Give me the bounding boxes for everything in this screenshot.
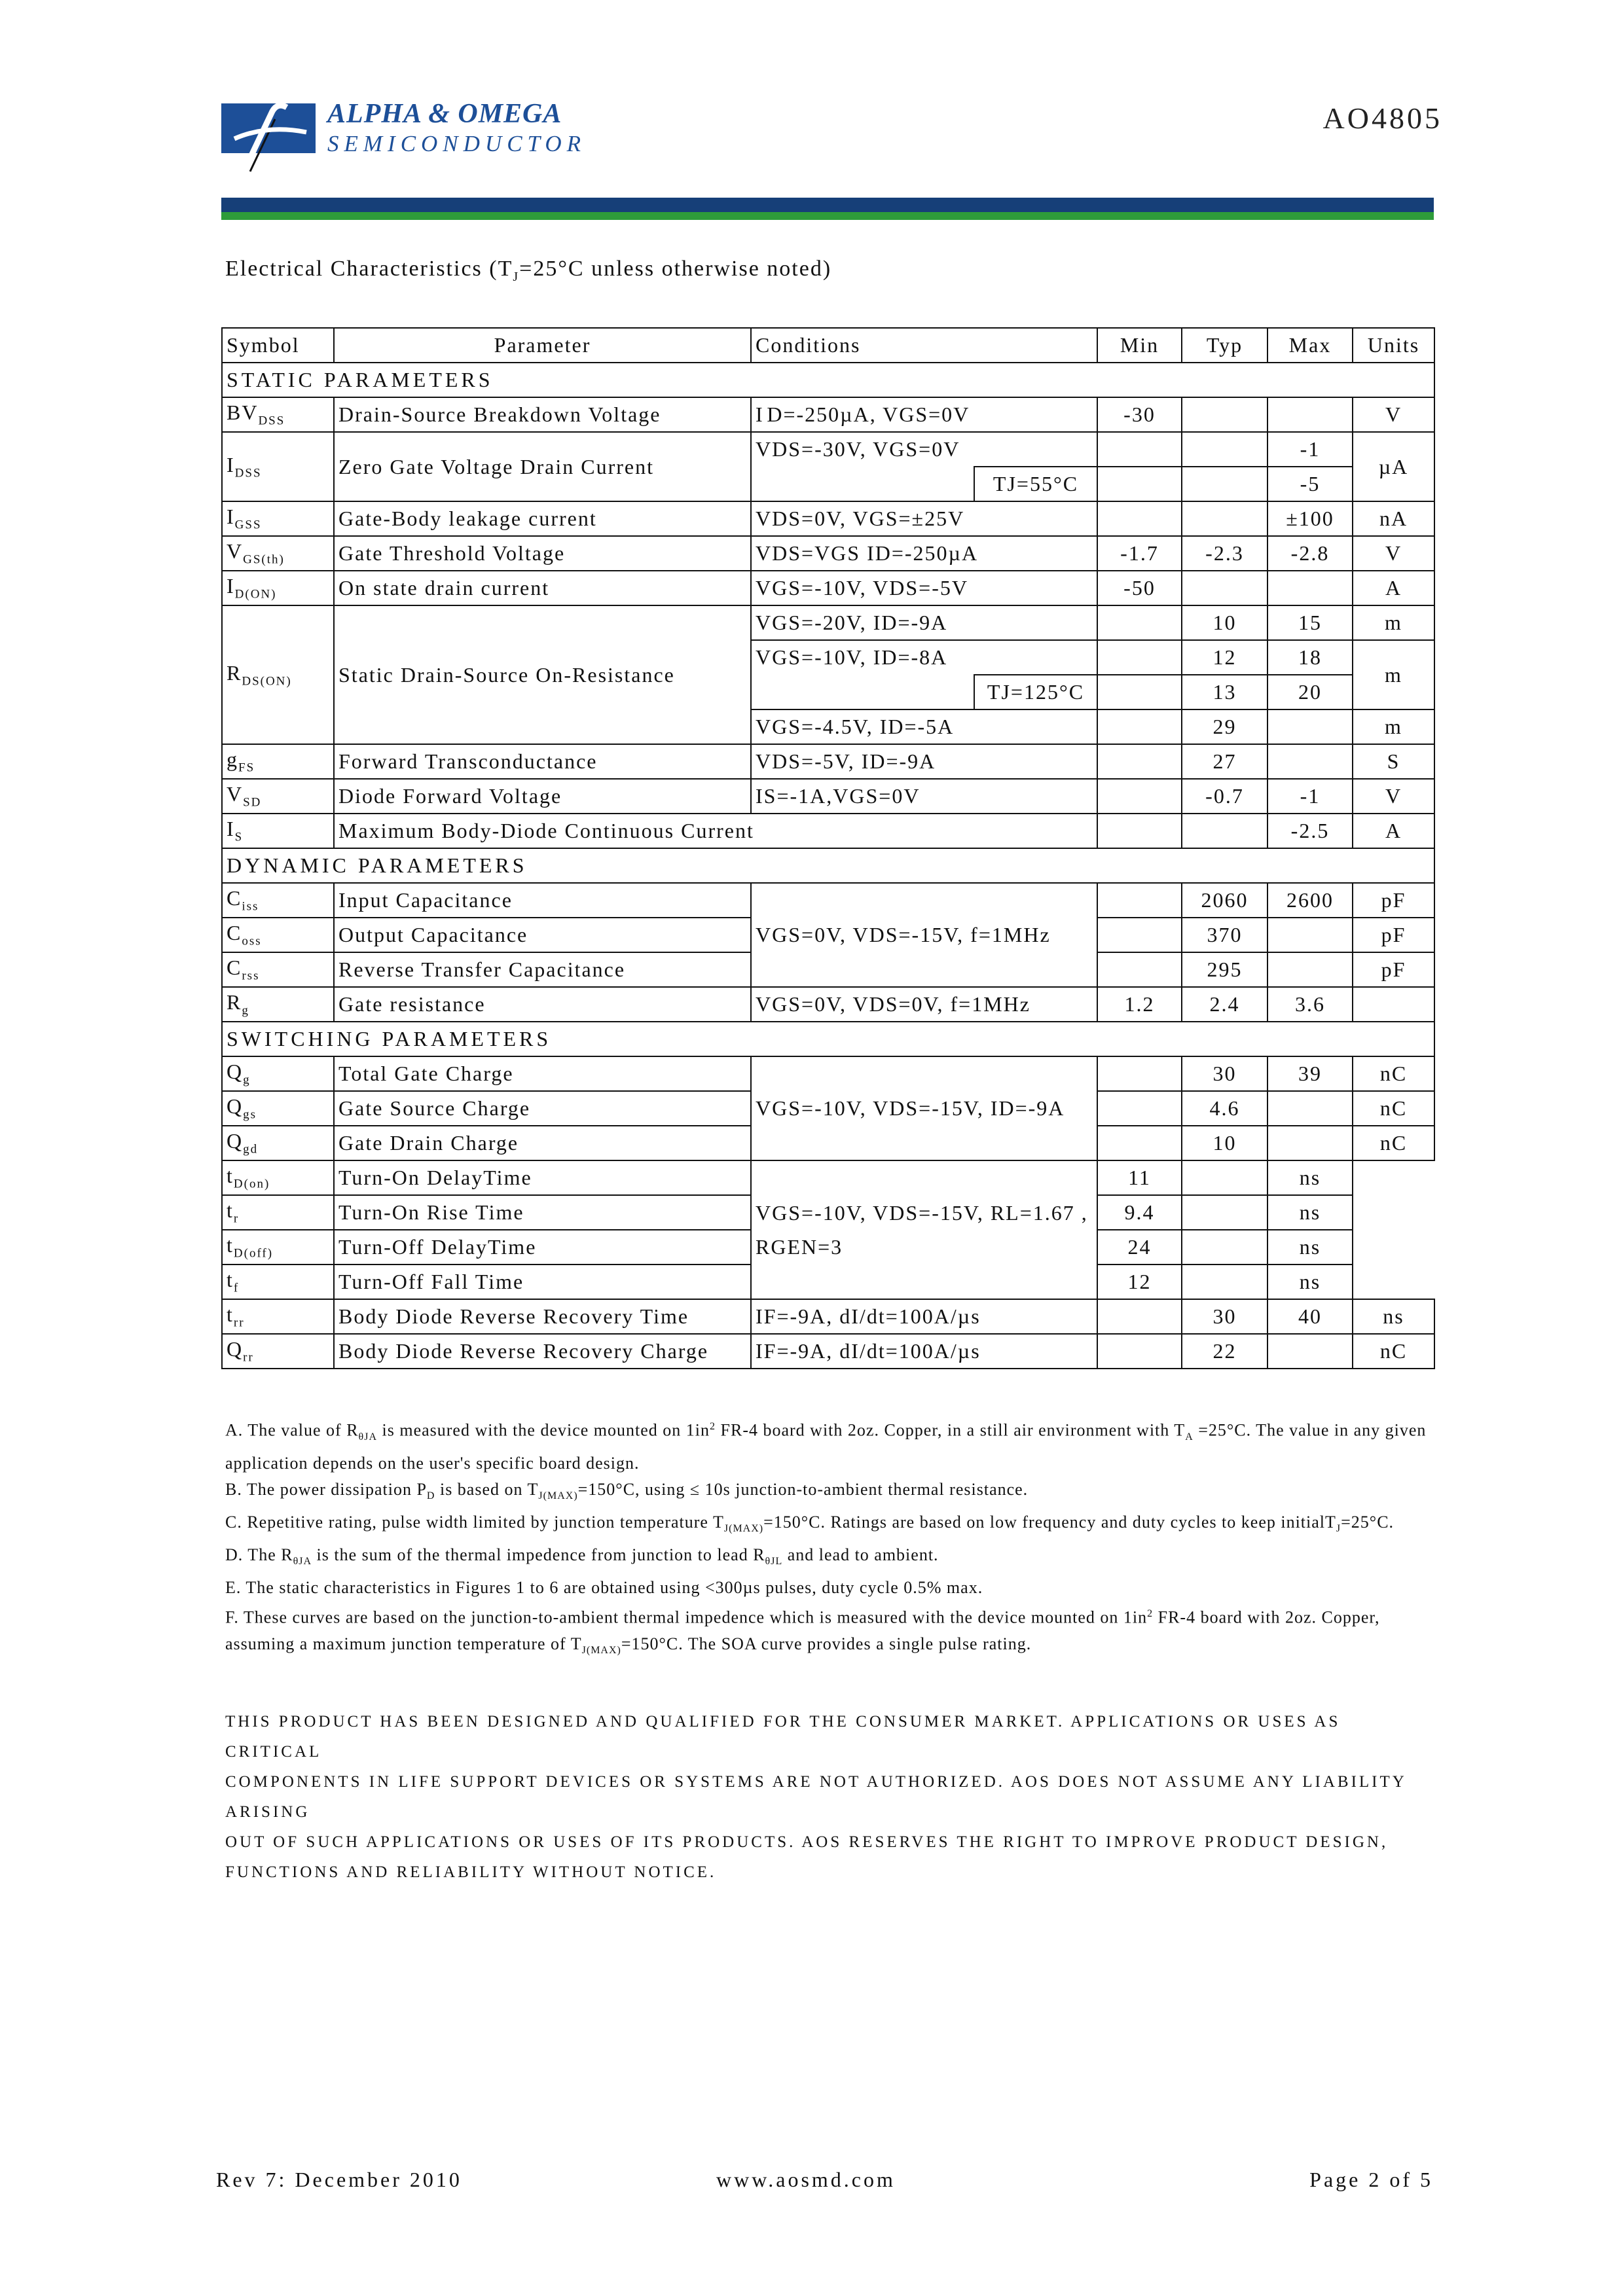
parameter: Body Diode Reverse Recovery Time: [334, 1299, 751, 1334]
table-cell: [1097, 1126, 1182, 1160]
units: pF: [1353, 883, 1434, 918]
table-row: [222, 744, 1434, 779]
table-row: [222, 536, 1434, 571]
max: -1: [1267, 432, 1353, 467]
table-cell: [751, 675, 974, 709]
units: ns: [1267, 1230, 1353, 1265]
max: -2.5: [1267, 814, 1353, 848]
note-a: A. The value of $R_{\theta JA}$ is measured with the device mounted on $1in^2$ FR-4 board with 2oz. Copper, in a still air environment with $T_A =25^\circ C$. The value in any given application depends on the user's specific board design.: [225, 1420, 1427, 1473]
symbol: $t_f$: [222, 1265, 334, 1299]
table-row: [222, 987, 1434, 1022]
part-number: AO4805: [1322, 101, 1442, 135]
max: -5: [1267, 467, 1353, 501]
max: -2.8: [1267, 536, 1353, 571]
table-cell: [1182, 1160, 1267, 1195]
max: 39: [1267, 1056, 1353, 1091]
typ: 10: [1182, 605, 1267, 640]
parameter: Body Diode Reverse Recovery Charge: [334, 1334, 751, 1369]
units: nC: [1353, 1334, 1434, 1369]
table-cell: [1097, 814, 1182, 848]
table-cell: [1097, 744, 1182, 779]
typ: -0.7: [1182, 779, 1267, 814]
parameter: Turn-Off DelayTime: [334, 1230, 751, 1265]
typ: 12: [1182, 640, 1267, 675]
section-dynamic: DYNAMIC PARAMETERS: [222, 848, 1434, 883]
parameter: Gate resistance: [334, 987, 751, 1022]
table-cell: [1097, 640, 1182, 675]
conditions: VDS=VGS ID=-250µA: [751, 536, 1097, 571]
units: S: [1353, 744, 1434, 779]
table-cell: [1097, 1056, 1182, 1091]
typ: 11: [1097, 1160, 1182, 1195]
units: µA: [1353, 432, 1434, 501]
parameter: Gate Threshold Voltage: [334, 536, 751, 571]
table-cell: [751, 467, 974, 501]
conditions: IF=-9A, dI/dt=100A/µs: [751, 1299, 1097, 1334]
table-row: [222, 501, 1434, 536]
parameter: Maximum Body-Diode Continuous Current: [334, 814, 1097, 848]
parameter: Reverse Transfer Capacitance: [334, 952, 751, 987]
max: ±100: [1267, 501, 1353, 536]
table-cell: [1097, 918, 1182, 952]
table-cell: [1097, 1334, 1182, 1369]
parameter: Gate Drain Charge: [334, 1126, 751, 1160]
table-row: [222, 1160, 1434, 1195]
table-cell: [1353, 987, 1434, 1022]
header-max: Max: [1267, 328, 1353, 363]
min: 1.2: [1097, 987, 1182, 1022]
parameter: Turn-On DelayTime: [334, 1160, 751, 1195]
table-cell: [1097, 952, 1182, 987]
table-cell: [1097, 675, 1182, 709]
footer-page-number: Page 2 of 5: [1309, 2168, 1433, 2191]
conditions: VDS=0V, VGS=±25V: [751, 501, 1097, 536]
header-units: Units: [1353, 328, 1434, 363]
min: -30: [1097, 397, 1182, 432]
symbol: $I_{GSS}$: [222, 501, 334, 536]
conditions: VGS=-4.5V, ID=-5A: [751, 709, 1097, 744]
company-subtitle: SEMICONDUCTOR: [327, 131, 587, 156]
typ: -2.3: [1182, 536, 1267, 571]
electrical-characteristics-table: [221, 327, 1435, 1369]
conditions: VGS=-10V, VDS=-15V, RL=1.67 , RGEN=3: [751, 1160, 1097, 1299]
symbol: $R_{DS(ON)}$: [222, 605, 334, 744]
tj-condition: TJ=125°C: [974, 675, 1097, 709]
symbol: $C_{iss}$: [222, 883, 334, 918]
conditions: IF=-9A, dI/dt=100A/µs: [751, 1334, 1097, 1369]
typ: 4.6: [1182, 1091, 1267, 1126]
symbol: $t_{D(on)}$: [222, 1160, 334, 1195]
table-cell: [1097, 501, 1182, 536]
symbol: $t_{D(off)}$: [222, 1230, 334, 1265]
table-cell: [1182, 1230, 1267, 1265]
symbol: $Q_{gd}$: [222, 1126, 334, 1160]
typ: 22: [1182, 1334, 1267, 1369]
typ: 295: [1182, 952, 1267, 987]
table-cell: [1182, 432, 1267, 467]
min: -1.7: [1097, 536, 1182, 571]
typ: 30: [1182, 1056, 1267, 1091]
parameter: Forward Transconductance: [334, 744, 751, 779]
conditions: VGS=-10V, ID=-8A: [751, 640, 1097, 675]
table-row: [222, 883, 1434, 918]
table-row: [222, 397, 1434, 432]
header-bar-blue: [221, 198, 1434, 212]
units: pF: [1353, 918, 1434, 952]
conditions: I D=-250µA, VGS=0V: [751, 397, 1097, 432]
typ: 9.4: [1097, 1195, 1182, 1230]
note-b: B. The power dissipation $P_D$ is based on $T_{J(MAX)}=150^\circ C$, using ≤ 10s junction-to-ambient thermal resistance.: [225, 1479, 1029, 1502]
min: -50: [1097, 571, 1182, 605]
symbol: $I_S$: [222, 814, 334, 848]
table-row: [222, 779, 1434, 814]
units: ns: [1267, 1195, 1353, 1230]
header-conditions: Conditions: [751, 328, 1097, 363]
table-cell: [1097, 1299, 1182, 1334]
table-cell: [1267, 571, 1353, 605]
table-header-row: [222, 328, 1434, 363]
parameter: Gate Source Charge: [334, 1091, 751, 1126]
units: m: [1353, 605, 1434, 640]
conditions: VGS=-10V, VDS=-15V, ID=-9A: [751, 1056, 1097, 1160]
table-row: [222, 432, 1434, 467]
units: ns: [1353, 1299, 1434, 1334]
typ: 2060: [1182, 883, 1267, 918]
symbol: $V_{SD}$: [222, 779, 334, 814]
table-cell: [1182, 814, 1267, 848]
table-cell: [1097, 709, 1182, 744]
symbol: $V_{GS(th)}$: [222, 536, 334, 571]
table-cell: [1182, 397, 1267, 432]
symbol: $g_{FS}$: [222, 744, 334, 779]
table-cell: [1097, 605, 1182, 640]
table-row: [222, 814, 1434, 848]
conditions: VDS=-5V, ID=-9A: [751, 744, 1097, 779]
symbol: $t_{rr}$: [222, 1299, 334, 1334]
typ: 10: [1182, 1126, 1267, 1160]
table-cell: [1097, 883, 1182, 918]
parameter: Gate-Body leakage current: [334, 501, 751, 536]
table-cell: [1097, 1091, 1182, 1126]
section-static: STATIC PARAMETERS: [222, 363, 1434, 397]
max: 40: [1267, 1299, 1353, 1334]
parameter: Turn-On Rise Time: [334, 1195, 751, 1230]
parameter: On state drain current: [334, 571, 751, 605]
conditions: VGS=-20V, ID=-9A: [751, 605, 1097, 640]
units: A: [1353, 571, 1434, 605]
typ: 12: [1097, 1265, 1182, 1299]
max: 2600: [1267, 883, 1353, 918]
footnotes: [225, 1414, 1434, 1664]
note-d: D. The $R_{\theta JA}$ is the sum of the thermal impedence from junction to lead $R_{\theta JL}$ and lead to ambient.: [225, 1545, 939, 1568]
note-f: F. These curves are based on the junction-to-ambient thermal impedence which is measured with the device mounted on $1in^2$ FR-4 board with 2oz. Copper, assuming a maximum junction temperature of $T_{J(MAX)}=150^\circ C$. The SOA curve provides a single pulse rating.: [225, 1608, 1380, 1657]
symbol: $C_{oss}$: [222, 918, 334, 952]
conditions: VDS=-30V, VGS=0V: [751, 432, 1097, 467]
symbol: $BV_{DSS}$: [222, 397, 334, 432]
units: nA: [1353, 501, 1434, 536]
table-cell: [1182, 1195, 1267, 1230]
section-switching: SWITCHING PARAMETERS: [222, 1022, 1434, 1056]
units: ns: [1267, 1160, 1353, 1195]
conditions: IS=-1A,VGS=0V: [751, 779, 1097, 814]
table-row: [222, 1056, 1434, 1091]
max: -1: [1267, 779, 1353, 814]
typ: 24: [1097, 1230, 1182, 1265]
company-name: ALPHA & OMEGA: [327, 99, 562, 129]
table-cell: [1267, 918, 1353, 952]
max: 3.6: [1267, 987, 1353, 1022]
typ: 30: [1182, 1299, 1267, 1334]
footer-revision: Rev 7: December 2010: [216, 2168, 462, 2191]
parameter: Input Capacitance: [334, 883, 751, 918]
aos-logo-icon: [221, 103, 316, 153]
table-cell: [1267, 397, 1353, 432]
note-e: E. The static characteristics in Figures 1 to 6 are obtained using <300µs pulses, duty cycle 0.5% max.: [225, 1578, 983, 1598]
parameter: Output Capacitance: [334, 918, 751, 952]
table-cell: [1267, 1334, 1353, 1369]
footer-url[interactable]: www.aosmd.com: [716, 2168, 896, 2191]
table-cell: [1267, 1126, 1353, 1160]
table-row: [222, 605, 1434, 640]
max: 18: [1267, 640, 1353, 675]
disclaimer: THIS PRODUCT HAS BEEN DESIGNED AND QUALIFIED FOR THE CONSUMER MARKET. APPLICATIONS OR USES AS CRITICAL COMPONENTS IN LIFE SUPPORT DEVICES OR SYSTEMS ARE NOT AUTHORIZED. AOS DOES NOT ASSUME ANY LIABILITY ARISING OUT OF SUCH APPLICATIONS OR USES OF ITS PRODUCTS. AOS RESERVES THE RIGHT TO IMPROVE PRODUCT DESIGN, FUNCTIONS AND RELIABILITY WITHOUT NOTICE.: [225, 1713, 1406, 1881]
table-cell: [1097, 432, 1182, 467]
typ: 13: [1182, 675, 1267, 709]
parameter: Turn-Off Fall Time: [334, 1265, 751, 1299]
table-row: [222, 1299, 1434, 1334]
parameter: Diode Forward Voltage: [334, 779, 751, 814]
typ: 29: [1182, 709, 1267, 744]
units: A: [1353, 814, 1434, 848]
symbol: $I_{D(ON)}$: [222, 571, 334, 605]
conditions: VGS=0V, VDS=0V, f=1MHz: [751, 987, 1097, 1022]
symbol: $I_{DSS}$: [222, 432, 334, 501]
units: pF: [1353, 952, 1434, 987]
max: 15: [1267, 605, 1353, 640]
table-cell: [1182, 467, 1267, 501]
units: V: [1353, 397, 1434, 432]
table-cell: [1182, 501, 1267, 536]
company-logo: [221, 98, 601, 177]
table-cell: [1267, 709, 1353, 744]
max: 20: [1267, 675, 1353, 709]
table-row: [222, 1334, 1434, 1369]
parameter: Total Gate Charge: [334, 1056, 751, 1091]
units: V: [1353, 536, 1434, 571]
units: nC: [1353, 1126, 1434, 1160]
header-symbol: Symbol: [222, 328, 334, 363]
typ: 2.4: [1182, 987, 1267, 1022]
section-title: Electrical Characteristics ($T_J=25^\circ C$ unless otherwise noted): [225, 257, 832, 284]
conditions: VGS=-10V, VDS=-5V: [751, 571, 1097, 605]
table-cell: [1267, 952, 1353, 987]
units: V: [1353, 779, 1434, 814]
symbol: $t_r$: [222, 1195, 334, 1230]
typ: 370: [1182, 918, 1267, 952]
note-c: C. Repetitive rating, pulse width limited by junction temperature $T_{J(MAX)}=150^\circ C$. Ratings are based on low frequency and duty cycles to keep initialT$_J$=25°C.: [225, 1513, 1395, 1535]
symbol: $R_g$: [222, 987, 334, 1022]
typ: 27: [1182, 744, 1267, 779]
conditions: VGS=0V, VDS=-15V, f=1MHz: [751, 883, 1097, 987]
header-bar-green: [221, 212, 1434, 220]
units: nC: [1353, 1091, 1434, 1126]
table-cell: [1267, 1091, 1353, 1126]
table-row: [222, 571, 1434, 605]
table-cell: [1182, 571, 1267, 605]
header-typ: Typ: [1182, 328, 1267, 363]
table-cell: [1267, 744, 1353, 779]
symbol: $Q_{rr}$: [222, 1334, 334, 1369]
table-cell: [1182, 1265, 1267, 1299]
header-parameter: Parameter: [334, 328, 751, 363]
units: m: [1353, 709, 1434, 744]
symbol: $Q_{gs}$: [222, 1091, 334, 1126]
parameter: Drain-Source Breakdown Voltage: [334, 397, 751, 432]
parameter: Static Drain-Source On-Resistance: [334, 605, 751, 744]
table-cell: [1097, 467, 1182, 501]
table-cell: [1097, 779, 1182, 814]
units: m: [1353, 640, 1434, 709]
units: nC: [1353, 1056, 1434, 1091]
tj-condition: TJ=55°C: [974, 467, 1097, 501]
symbol: $C_{rss}$: [222, 952, 334, 987]
header-min: Min: [1097, 328, 1182, 363]
parameter: Zero Gate Voltage Drain Current: [334, 432, 751, 501]
units: ns: [1267, 1265, 1353, 1299]
symbol: $Q_g$: [222, 1056, 334, 1091]
